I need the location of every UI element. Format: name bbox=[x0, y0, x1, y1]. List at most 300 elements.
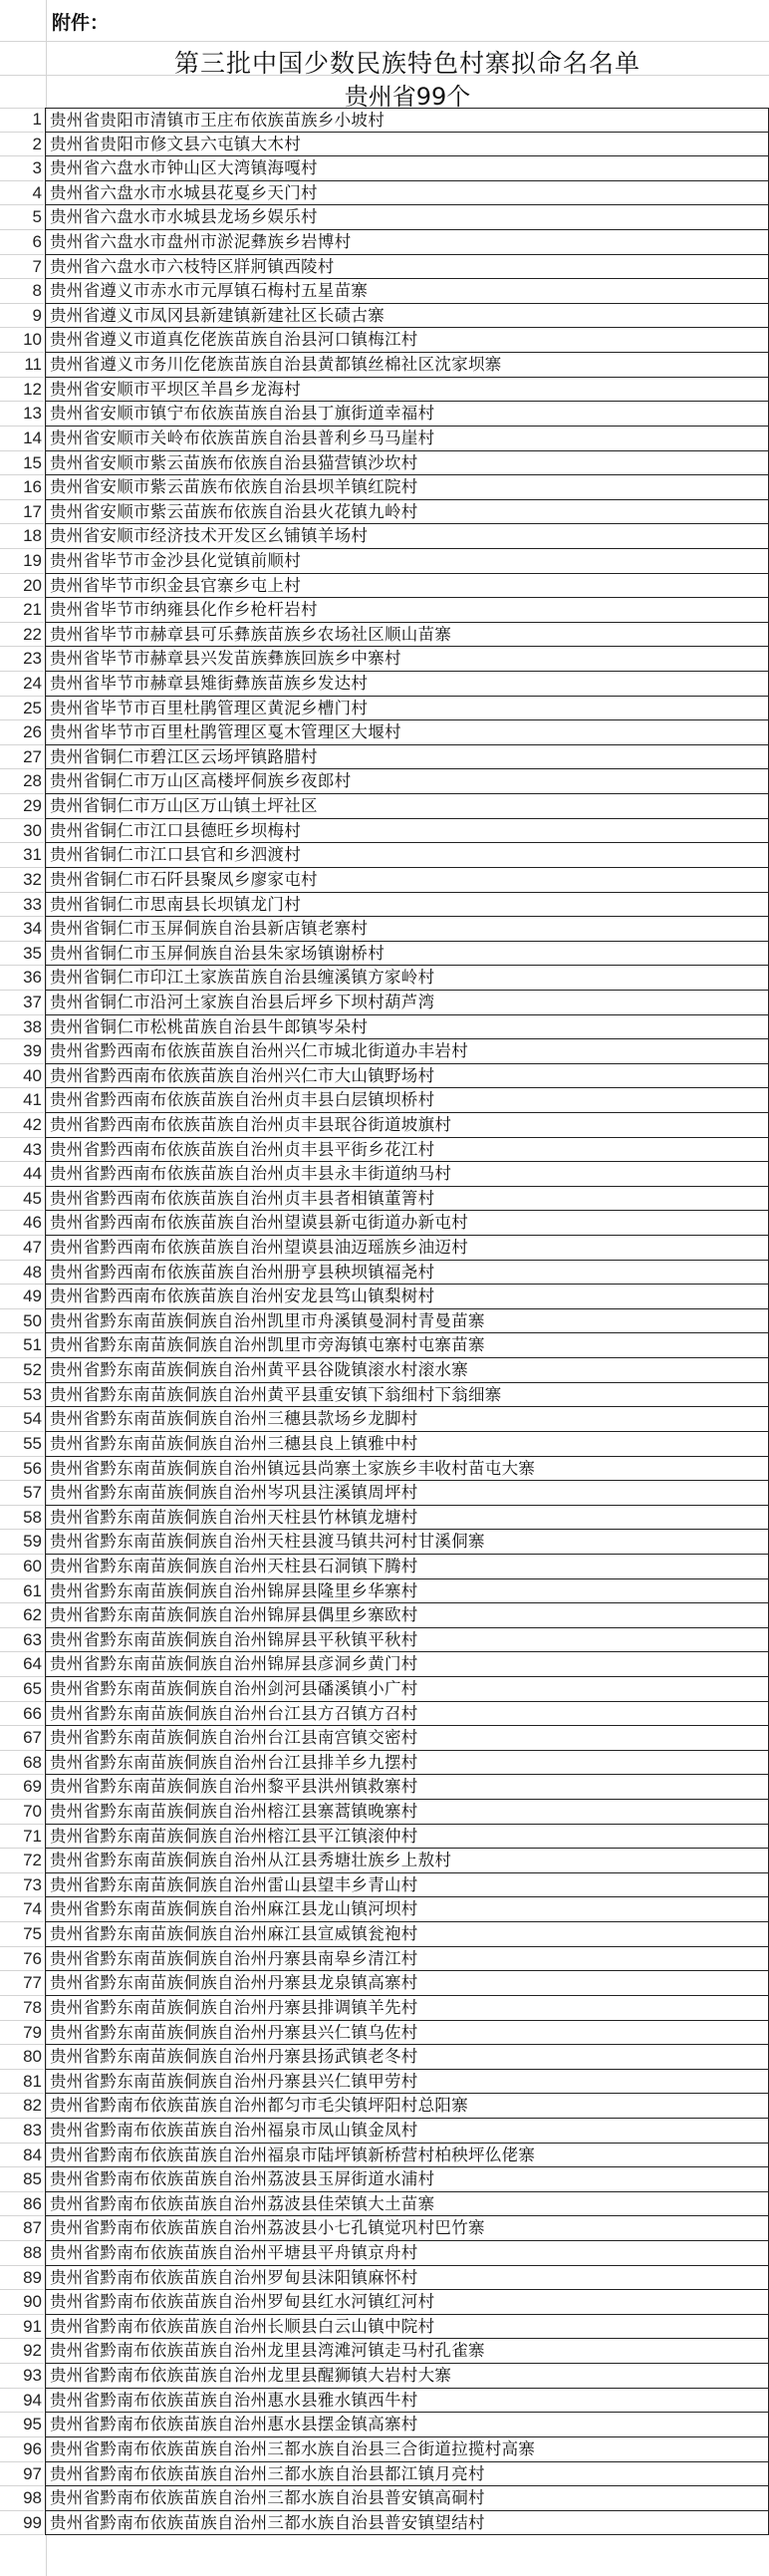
village-name-cell[interactable]: 贵州省安顺市紫云苗族布依族自治县坝羊镇红院村 bbox=[45, 475, 769, 500]
table-row bbox=[0, 647, 769, 672]
table-row bbox=[0, 1897, 769, 1922]
table-row bbox=[0, 598, 769, 623]
table-row bbox=[0, 1530, 769, 1555]
row-number: 20 bbox=[0, 574, 44, 599]
row-number: 80 bbox=[0, 2045, 44, 2070]
village-name-cell[interactable]: 贵州省铜仁市江口县德旺乡坝梅村 bbox=[45, 819, 769, 844]
village-name-cell[interactable]: 贵州省黔南布依族苗族自治州龙里县湾滩河镇走马村孔雀寨 bbox=[45, 2339, 769, 2364]
village-name-cell[interactable]: 贵州省黔东南苗族侗族自治州凯里市旁海镇屯寨村屯寨苗寨 bbox=[45, 1333, 769, 1358]
village-name-cell[interactable]: 贵州省黔东南苗族侗族自治州天柱县石洞镇下腾村 bbox=[45, 1555, 769, 1579]
village-name-cell[interactable]: 贵州省黔东南苗族侗族自治州从江县秀塘壮族乡上敖村 bbox=[45, 1849, 769, 1873]
row-number: 14 bbox=[0, 427, 44, 451]
row-number: 22 bbox=[0, 623, 44, 648]
village-name-cell[interactable]: 贵州省黔东南苗族侗族自治州岑巩县注溪镇周坪村 bbox=[45, 1481, 769, 1506]
table-row bbox=[0, 2364, 769, 2389]
table-row bbox=[0, 353, 769, 378]
table-row bbox=[0, 1825, 769, 1850]
document-title: 第三批中国少数民族特色村寨拟命名名单 bbox=[173, 49, 641, 78]
table-row bbox=[0, 1309, 769, 1334]
row-number: 25 bbox=[0, 697, 44, 721]
village-name-cell[interactable]: 贵州省黔西南布依族苗族自治州贞丰县平街乡花江村 bbox=[45, 1138, 769, 1163]
village-name-cell[interactable]: 贵州省黔西南布依族苗族自治州贞丰县珉谷街道坡旗村 bbox=[45, 1113, 769, 1138]
village-name-cell[interactable]: 贵州省黔东南苗族侗族自治州台江县排羊乡九摆村 bbox=[45, 1751, 769, 1776]
table-row bbox=[0, 1922, 769, 1947]
row-number: 70 bbox=[0, 1800, 44, 1825]
table-row bbox=[0, 279, 769, 304]
row-number: 51 bbox=[0, 1333, 44, 1358]
village-name-cell[interactable]: 贵州省遵义市赤水市元厚镇石梅村五星苗寨 bbox=[45, 279, 769, 304]
village-name-cell[interactable]: 贵州省六盘水市水城县龙场乡娱乐村 bbox=[45, 205, 769, 230]
village-name-cell[interactable]: 贵州省黔南布依族苗族自治州三都水族自治县三合街道拉揽村高寨 bbox=[45, 2437, 769, 2462]
row-number: 53 bbox=[0, 1383, 44, 1408]
village-name-cell[interactable]: 贵州省铜仁市万山区万山镇土坪社区 bbox=[45, 794, 769, 819]
village-name-cell[interactable]: 贵州省铜仁市思南县长坝镇龙门村 bbox=[45, 893, 769, 918]
village-name-cell[interactable]: 贵州省黔东南苗族侗族自治州丹寨县南皋乡清江村 bbox=[45, 1947, 769, 1972]
village-name-cell[interactable]: 贵州省毕节市百里杜鹃管理区戛木管理区大堰村 bbox=[45, 720, 769, 745]
village-name-cell[interactable]: 贵州省黔南布依族苗族自治州荔波县小七孔镇觉巩村巴竹寨 bbox=[45, 2216, 769, 2241]
row-number: 94 bbox=[0, 2389, 44, 2414]
village-name-cell[interactable]: 贵州省黔东南苗族侗族自治州黎平县洪州镇救寨村 bbox=[45, 1775, 769, 1800]
village-name-cell[interactable]: 贵州省铜仁市石阡县聚凤乡廖家屯村 bbox=[45, 868, 769, 893]
table-row bbox=[0, 991, 769, 1015]
table-row bbox=[0, 574, 769, 599]
row-number: 26 bbox=[0, 720, 44, 745]
table-row bbox=[0, 2021, 769, 2046]
table-row bbox=[0, 1187, 769, 1212]
table-row bbox=[0, 2486, 769, 2511]
table-row bbox=[0, 2266, 769, 2291]
table-row bbox=[0, 2389, 769, 2414]
row-number: 98 bbox=[0, 2486, 44, 2511]
table-row bbox=[0, 2216, 769, 2241]
row-number: 73 bbox=[0, 1873, 44, 1898]
row-number: 84 bbox=[0, 2144, 44, 2168]
table-row bbox=[0, 1162, 769, 1187]
row-number: 97 bbox=[0, 2462, 44, 2487]
village-name-cell[interactable]: 贵州省铜仁市江口县官和乡泗渡村 bbox=[45, 843, 769, 868]
table-row bbox=[0, 1947, 769, 1972]
village-name-cell[interactable]: 贵州省黔南布依族苗族自治州都匀市毛尖镇坪阳村总阳寨 bbox=[45, 2094, 769, 2119]
row-number: 64 bbox=[0, 1652, 44, 1677]
table-row bbox=[0, 1015, 769, 1040]
village-name-cell[interactable]: 贵州省遵义市凤冈县新建镇新建社区长碛古寨 bbox=[45, 304, 769, 329]
row-number: 1 bbox=[0, 108, 44, 133]
table-row bbox=[0, 1628, 769, 1653]
row-number: 61 bbox=[0, 1579, 44, 1604]
row-number: 29 bbox=[0, 794, 44, 819]
row-number: 31 bbox=[0, 843, 44, 868]
table-row bbox=[0, 672, 769, 697]
table-row bbox=[0, 2094, 769, 2119]
table-row bbox=[0, 1383, 769, 1408]
row-number: 34 bbox=[0, 917, 44, 942]
row-number: 78 bbox=[0, 1996, 44, 2021]
village-name-cell[interactable]: 贵州省黔东南苗族侗族自治州锦屏县偶里乡寨欧村 bbox=[45, 1603, 769, 1628]
row-number: 43 bbox=[0, 1138, 44, 1163]
village-name-cell[interactable]: 贵州省安顺市紫云苗族布依族自治县猫营镇沙坎村 bbox=[45, 451, 769, 476]
village-name-cell[interactable]: 贵州省黔东南苗族侗族自治州镇远县尚寨土家族乡丰收村苗屯大寨 bbox=[45, 1457, 769, 1482]
village-name-cell[interactable]: 贵州省黔南布依族苗族自治州罗甸县红水河镇红河村 bbox=[45, 2290, 769, 2315]
row-number: 38 bbox=[0, 1015, 44, 1040]
row-number: 10 bbox=[0, 328, 44, 353]
village-name-cell[interactable]: 贵州省铜仁市碧江区云场坪镇路腊村 bbox=[45, 745, 769, 770]
row-number: 85 bbox=[0, 2167, 44, 2192]
row-number: 46 bbox=[0, 1211, 44, 1236]
row-number: 59 bbox=[0, 1530, 44, 1555]
village-name-cell[interactable]: 贵州省黔东南苗族侗族自治州丹寨县兴仁镇乌佐村 bbox=[45, 2021, 769, 2046]
village-name-cell[interactable]: 贵州省黔南布依族苗族自治州平塘县平舟镇京舟村 bbox=[45, 2241, 769, 2266]
table-row bbox=[0, 1971, 769, 1996]
table-row bbox=[0, 1236, 769, 1261]
village-name-cell[interactable]: 贵州省黔东南苗族侗族自治州麻江县宣威镇瓮袍村 bbox=[45, 1922, 769, 1947]
village-name-cell[interactable]: 贵州省黔南布依族苗族自治州龙里县醒狮镇大岩村大寨 bbox=[45, 2364, 769, 2389]
row-number: 48 bbox=[0, 1261, 44, 1286]
table-row bbox=[0, 2511, 769, 2536]
table-row bbox=[0, 402, 769, 427]
table-row bbox=[0, 2119, 769, 2144]
row-number: 11 bbox=[0, 353, 44, 378]
table-row bbox=[0, 2167, 769, 2192]
village-name-cell[interactable]: 贵州省铜仁市松桃苗族自治县牛郎镇岑朵村 bbox=[45, 1015, 769, 1040]
row-number: 8 bbox=[0, 279, 44, 304]
table-row bbox=[0, 1555, 769, 1579]
table-row bbox=[0, 769, 769, 794]
table-row bbox=[0, 500, 769, 525]
village-name-cell[interactable]: 贵州省黔东南苗族侗族自治州天柱县渡马镇共河村甘溪侗寨 bbox=[45, 1530, 769, 1555]
village-name-cell[interactable]: 贵州省黔东南苗族侗族自治州三穗县良上镇雅中村 bbox=[45, 1432, 769, 1457]
village-name-cell[interactable]: 贵州省黔南布依族苗族自治州惠水县雅水镇西牛村 bbox=[45, 2389, 769, 2414]
table-row bbox=[0, 2437, 769, 2462]
row-number: 17 bbox=[0, 500, 44, 525]
table-row bbox=[0, 1751, 769, 1776]
row-number: 32 bbox=[0, 868, 44, 893]
row-number: 52 bbox=[0, 1358, 44, 1383]
table-row bbox=[0, 205, 769, 230]
table-row bbox=[0, 1457, 769, 1482]
village-name-cell[interactable]: 贵州省安顺市经济技术开发区幺铺镇羊场村 bbox=[45, 524, 769, 549]
table-row bbox=[0, 1603, 769, 1628]
table-row bbox=[0, 2315, 769, 2340]
row-number: 83 bbox=[0, 2119, 44, 2144]
row-number: 49 bbox=[0, 1285, 44, 1309]
row-number: 89 bbox=[0, 2266, 44, 2291]
table-row bbox=[0, 1702, 769, 1727]
village-name-cell[interactable]: 贵州省黔东南苗族侗族自治州台江县方召镇方召村 bbox=[45, 1702, 769, 1727]
table-row bbox=[0, 868, 769, 893]
row-number: 56 bbox=[0, 1457, 44, 1482]
row-number: 19 bbox=[0, 549, 44, 574]
row-number: 66 bbox=[0, 1702, 44, 1727]
table-row bbox=[0, 2045, 769, 2070]
row-number: 24 bbox=[0, 672, 44, 697]
row-number: 37 bbox=[0, 991, 44, 1015]
table-row bbox=[0, 475, 769, 500]
row-number: 36 bbox=[0, 966, 44, 991]
table-row bbox=[0, 549, 769, 574]
village-name-cell[interactable]: 贵州省安顺市紫云苗族布依族自治县火花镇九岭村 bbox=[45, 500, 769, 525]
table-row bbox=[0, 1333, 769, 1358]
village-name-cell[interactable]: 贵州省黔东南苗族侗族自治州丹寨县排调镇羊先村 bbox=[45, 1996, 769, 2021]
table-row bbox=[0, 230, 769, 255]
table-row bbox=[0, 108, 769, 133]
village-name-cell[interactable]: 贵州省铜仁市沿河土家族自治县后坪乡下坝村葫芦湾 bbox=[45, 991, 769, 1015]
row-number: 74 bbox=[0, 1897, 44, 1922]
row-number: 90 bbox=[0, 2290, 44, 2315]
table-row bbox=[0, 1652, 769, 1677]
village-name-cell[interactable]: 贵州省六盘水市盘州市淤泥彝族乡岩博村 bbox=[45, 230, 769, 255]
row-number: 9 bbox=[0, 304, 44, 329]
row-number: 50 bbox=[0, 1309, 44, 1334]
row-number: 5 bbox=[0, 205, 44, 230]
village-name-cell[interactable]: 贵州省黔东南苗族侗族自治州黄平县重安镇下翁细村下翁细寨 bbox=[45, 1383, 769, 1408]
village-name-cell[interactable]: 贵州省毕节市织金县官寨乡屯上村 bbox=[45, 574, 769, 599]
village-name-cell[interactable]: 贵州省安顺市关岭布依族苗族自治县普利乡马马崖村 bbox=[45, 427, 769, 451]
row-number: 21 bbox=[0, 598, 44, 623]
row-number: 93 bbox=[0, 2364, 44, 2389]
row-number: 72 bbox=[0, 1849, 44, 1873]
table-row bbox=[0, 2413, 769, 2437]
title-row bbox=[0, 42, 769, 76]
row-number: 75 bbox=[0, 1922, 44, 1947]
row-number: 81 bbox=[0, 2070, 44, 2095]
row-number: 58 bbox=[0, 1506, 44, 1531]
table-row bbox=[0, 819, 769, 844]
table-row bbox=[0, 524, 769, 549]
table-row bbox=[0, 1358, 769, 1383]
village-name-cell[interactable]: 贵州省黔东南苗族侗族自治州丹寨县龙泉镇高寨村 bbox=[45, 1971, 769, 1996]
village-name-cell[interactable]: 贵州省黔东南苗族侗族自治州丹寨县扬武镇老冬村 bbox=[45, 2045, 769, 2070]
table-row bbox=[0, 745, 769, 770]
row-number: 88 bbox=[0, 2241, 44, 2266]
row-number: 3 bbox=[0, 156, 44, 181]
village-name-cell[interactable]: 贵州省黔东南苗族侗族自治州麻江县龙山镇河坝村 bbox=[45, 1897, 769, 1922]
village-name-cell[interactable]: 贵州省贵阳市修文县六屯镇大木村 bbox=[45, 133, 769, 157]
row-number: 6 bbox=[0, 230, 44, 255]
table-row bbox=[0, 451, 769, 476]
village-name-cell[interactable]: 贵州省黔东南苗族侗族自治州锦屏县彦洞乡黄门村 bbox=[45, 1652, 769, 1677]
table-row bbox=[0, 1800, 769, 1825]
table-row bbox=[0, 720, 769, 745]
table-row bbox=[0, 1849, 769, 1873]
document-subtitle: 贵州省99个 bbox=[344, 83, 471, 111]
village-name-cell[interactable]: 贵州省铜仁市印江土家族苗族自治县缠溪镇方家岭村 bbox=[45, 966, 769, 991]
village-name-cell[interactable]: 贵州省黔东南苗族侗族自治州锦屏县隆里乡华寨村 bbox=[45, 1579, 769, 1604]
table-row bbox=[0, 917, 769, 942]
row-number: 77 bbox=[0, 1971, 44, 1996]
row-number: 57 bbox=[0, 1481, 44, 1506]
table-row bbox=[0, 378, 769, 403]
row-number: 4 bbox=[0, 181, 44, 206]
village-name-cell[interactable]: 贵州省铜仁市万山区高楼坪侗族乡夜郎村 bbox=[45, 769, 769, 794]
table-row bbox=[0, 1113, 769, 1138]
village-name-cell[interactable]: 贵州省黔东南苗族侗族自治州剑河县磻溪镇小广村 bbox=[45, 1677, 769, 1702]
village-name-cell[interactable]: 贵州省贵阳市清镇市王庄布依族苗族乡小坡村 bbox=[45, 108, 769, 133]
village-name-cell[interactable]: 贵州省黔南布依族苗族自治州惠水县摆金镇高寨村 bbox=[45, 2413, 769, 2437]
village-name-cell[interactable]: 贵州省黔西南布依族苗族自治州望谟县油迈瑶族乡油迈村 bbox=[45, 1236, 769, 1261]
village-name-cell[interactable]: 贵州省黔南布依族苗族自治州长顺县白云山镇中院村 bbox=[45, 2315, 769, 2340]
village-name-cell[interactable]: 贵州省黔东南苗族侗族自治州凯里市舟溪镇曼洞村青曼苗寨 bbox=[45, 1309, 769, 1334]
table-row bbox=[0, 1138, 769, 1163]
table-row bbox=[0, 181, 769, 206]
village-name-cell[interactable]: 贵州省毕节市纳雍县化作乡枪杆岩村 bbox=[45, 598, 769, 623]
row-number: 13 bbox=[0, 402, 44, 427]
table-row bbox=[0, 2144, 769, 2168]
row-number: 28 bbox=[0, 769, 44, 794]
table-row bbox=[0, 2462, 769, 2487]
row-number: 16 bbox=[0, 475, 44, 500]
village-name-cell[interactable]: 贵州省遵义市务川仡佬族苗族自治县黄都镇丝棉社区沈家坝寨 bbox=[45, 353, 769, 378]
village-name-cell[interactable]: 贵州省黔东南苗族侗族自治州榕江县平江镇滚仲村 bbox=[45, 1825, 769, 1850]
row-number: 68 bbox=[0, 1751, 44, 1776]
table-row bbox=[0, 1088, 769, 1113]
village-name-cell[interactable]: 贵州省黔西南布依族苗族自治州安龙县笃山镇梨树村 bbox=[45, 1285, 769, 1309]
village-name-cell[interactable]: 贵州省黔西南布依族苗族自治州贞丰县者相镇董箐村 bbox=[45, 1187, 769, 1212]
row-number: 27 bbox=[0, 745, 44, 770]
table-row bbox=[0, 328, 769, 353]
village-name-cell[interactable]: 贵州省黔东南苗族侗族自治州锦屏县平秋镇平秋村 bbox=[45, 1628, 769, 1653]
village-name-cell[interactable]: 贵州省毕节市金沙县化觉镇前顺村 bbox=[45, 549, 769, 574]
village-name-cell[interactable]: 贵州省六盘水市钟山区大湾镇海嘎村 bbox=[45, 156, 769, 181]
village-name-cell[interactable]: 贵州省黔东南苗族侗族自治州丹寨县兴仁镇甲劳村 bbox=[45, 2070, 769, 2095]
subtitle-row bbox=[0, 76, 769, 109]
row-number: 7 bbox=[0, 255, 44, 280]
table-row bbox=[0, 1211, 769, 1236]
row-number: 91 bbox=[0, 2315, 44, 2340]
table-row bbox=[0, 1579, 769, 1604]
row-number: 63 bbox=[0, 1628, 44, 1653]
table-row bbox=[0, 304, 769, 329]
row-number: 99 bbox=[0, 2511, 44, 2536]
village-name-cell[interactable]: 贵州省黔南布依族苗族自治州福泉市凤山镇金凤村 bbox=[45, 2119, 769, 2144]
village-name-cell[interactable]: 贵州省毕节市赫章县可乐彝族苗族乡农场社区顺山苗寨 bbox=[45, 623, 769, 648]
row-number: 33 bbox=[0, 893, 44, 918]
village-name-cell[interactable]: 贵州省黔西南布依族苗族自治州册亨县秧坝镇福尧村 bbox=[45, 1261, 769, 1286]
table-row bbox=[0, 1064, 769, 1089]
table-row bbox=[0, 133, 769, 157]
table-row bbox=[0, 2241, 769, 2266]
table-row bbox=[0, 623, 769, 648]
attachment-row bbox=[0, 0, 769, 42]
village-name-cell[interactable]: 贵州省黔南布依族苗族自治州荔波县玉屏街道水浦村 bbox=[45, 2167, 769, 2192]
row-number: 12 bbox=[0, 378, 44, 403]
table-row bbox=[0, 1775, 769, 1800]
row-number: 15 bbox=[0, 451, 44, 476]
attachment-label: 附件： bbox=[52, 12, 110, 34]
village-name-cell[interactable]: 贵州省黔南布依族苗族自治州三都水族自治县普安镇望结村 bbox=[45, 2511, 769, 2536]
village-name-cell[interactable]: 贵州省遵义市道真仡佬族苗族自治县河口镇梅江村 bbox=[45, 328, 769, 353]
table-row bbox=[0, 1039, 769, 1064]
table-row bbox=[0, 1481, 769, 1506]
village-name-cell[interactable]: 贵州省六盘水市水城县花戛乡天门村 bbox=[45, 181, 769, 206]
table-row bbox=[0, 1432, 769, 1457]
table-row bbox=[0, 697, 769, 721]
village-name-cell[interactable]: 贵州省黔南布依族苗族自治州罗甸县沫阳镇麻怀村 bbox=[45, 2266, 769, 2291]
row-number: 76 bbox=[0, 1947, 44, 1972]
row-number: 65 bbox=[0, 1677, 44, 1702]
table-row bbox=[0, 893, 769, 918]
table-row bbox=[0, 2192, 769, 2217]
row-number: 79 bbox=[0, 2021, 44, 2046]
village-list-table bbox=[0, 108, 769, 2535]
row-number: 30 bbox=[0, 819, 44, 844]
table-row bbox=[0, 2070, 769, 2095]
village-name-cell[interactable]: 贵州省黔东南苗族侗族自治州雷山县望丰乡青山村 bbox=[45, 1873, 769, 1898]
row-number: 62 bbox=[0, 1603, 44, 1628]
row-number: 18 bbox=[0, 524, 44, 549]
table-row bbox=[0, 427, 769, 451]
village-name-cell[interactable]: 贵州省黔西南布依族苗族自治州贞丰县白层镇坝桥村 bbox=[45, 1088, 769, 1113]
row-number: 96 bbox=[0, 2437, 44, 2462]
row-number: 92 bbox=[0, 2339, 44, 2364]
village-name-cell[interactable]: 贵州省毕节市百里杜鹃管理区黄泥乡槽门村 bbox=[45, 697, 769, 721]
row-number: 87 bbox=[0, 2216, 44, 2241]
row-number: 82 bbox=[0, 2094, 44, 2119]
row-number: 40 bbox=[0, 1064, 44, 1089]
village-name-cell[interactable]: 贵州省黔西南布依族苗族自治州兴仁市城北街道办丰岩村 bbox=[45, 1039, 769, 1064]
row-number: 42 bbox=[0, 1113, 44, 1138]
village-name-cell[interactable]: 贵州省黔南布依族苗族自治州福泉市陆坪镇新桥营村柏秧坪仫佬寨 bbox=[45, 2144, 769, 2168]
row-number: 47 bbox=[0, 1236, 44, 1261]
table-row bbox=[0, 156, 769, 181]
table-row bbox=[0, 1873, 769, 1898]
row-number: 2 bbox=[0, 133, 44, 157]
row-number: 55 bbox=[0, 1432, 44, 1457]
village-name-cell[interactable]: 贵州省黔南布依族苗族自治州三都水族自治县都江镇月亮村 bbox=[45, 2462, 769, 2487]
village-name-cell[interactable]: 贵州省黔南布依族苗族自治州三都水族自治县普安镇高硐村 bbox=[45, 2486, 769, 2511]
row-number: 95 bbox=[0, 2413, 44, 2437]
table-row bbox=[0, 1677, 769, 1702]
village-name-cell[interactable]: 贵州省毕节市赫章县雉街彝族苗族乡发达村 bbox=[45, 672, 769, 697]
row-number: 44 bbox=[0, 1162, 44, 1187]
row-number: 23 bbox=[0, 647, 44, 672]
table-row bbox=[0, 2339, 769, 2364]
village-name-cell[interactable]: 贵州省黔东南苗族侗族自治州三穗县款场乡龙脚村 bbox=[45, 1407, 769, 1432]
table-row bbox=[0, 1726, 769, 1751]
village-name-cell[interactable]: 贵州省黔西南布依族苗族自治州兴仁市大山镇野场村 bbox=[45, 1064, 769, 1089]
village-name-cell[interactable]: 贵州省黔西南布依族苗族自治州贞丰县永丰街道纳马村 bbox=[45, 1162, 769, 1187]
village-name-cell[interactable]: 贵州省黔东南苗族侗族自治州榕江县寨蒿镇晚寨村 bbox=[45, 1800, 769, 1825]
village-name-cell[interactable]: 贵州省黔东南苗族侗族自治州天柱县竹林镇龙塘村 bbox=[45, 1506, 769, 1531]
village-name-cell[interactable]: 贵州省安顺市平坝区羊昌乡龙海村 bbox=[45, 378, 769, 403]
table-row bbox=[0, 1261, 769, 1286]
row-number: 71 bbox=[0, 1825, 44, 1850]
village-name-cell[interactable]: 贵州省黔东南苗族侗族自治州台江县南宫镇交密村 bbox=[45, 1726, 769, 1751]
village-name-cell[interactable]: 贵州省黔南布依族苗族自治州荔波县佳荣镇大土苗寨 bbox=[45, 2192, 769, 2217]
row-number: 67 bbox=[0, 1726, 44, 1751]
row-number: 41 bbox=[0, 1088, 44, 1113]
village-name-cell[interactable]: 贵州省铜仁市玉屏侗族自治县朱家场镇谢桥村 bbox=[45, 942, 769, 967]
row-number: 60 bbox=[0, 1555, 44, 1579]
table-row bbox=[0, 2290, 769, 2315]
table-row bbox=[0, 1996, 769, 2021]
village-name-cell[interactable]: 贵州省安顺市镇宁布依族苗族自治县丁旗街道幸福村 bbox=[45, 402, 769, 427]
village-name-cell[interactable]: 贵州省毕节市赫章县兴发苗族彝族回族乡中寨村 bbox=[45, 647, 769, 672]
row-number: 35 bbox=[0, 942, 44, 967]
row-number: 54 bbox=[0, 1407, 44, 1432]
table-row bbox=[0, 794, 769, 819]
village-name-cell[interactable]: 贵州省铜仁市玉屏侗族自治县新店镇老寨村 bbox=[45, 917, 769, 942]
table-row bbox=[0, 966, 769, 991]
row-number: 39 bbox=[0, 1039, 44, 1064]
table-row bbox=[0, 1506, 769, 1531]
table-row bbox=[0, 942, 769, 967]
village-name-cell[interactable]: 贵州省六盘水市六枝特区牂牁镇西陵村 bbox=[45, 255, 769, 280]
village-name-cell[interactable]: 贵州省黔东南苗族侗族自治州黄平县谷陇镇滚水村滚水寨 bbox=[45, 1358, 769, 1383]
row-number: 86 bbox=[0, 2192, 44, 2217]
row-number: 69 bbox=[0, 1775, 44, 1800]
village-name-cell[interactable]: 贵州省黔西南布依族苗族自治州望谟县新屯街道办新屯村 bbox=[45, 1211, 769, 1236]
table-row bbox=[0, 1407, 769, 1432]
